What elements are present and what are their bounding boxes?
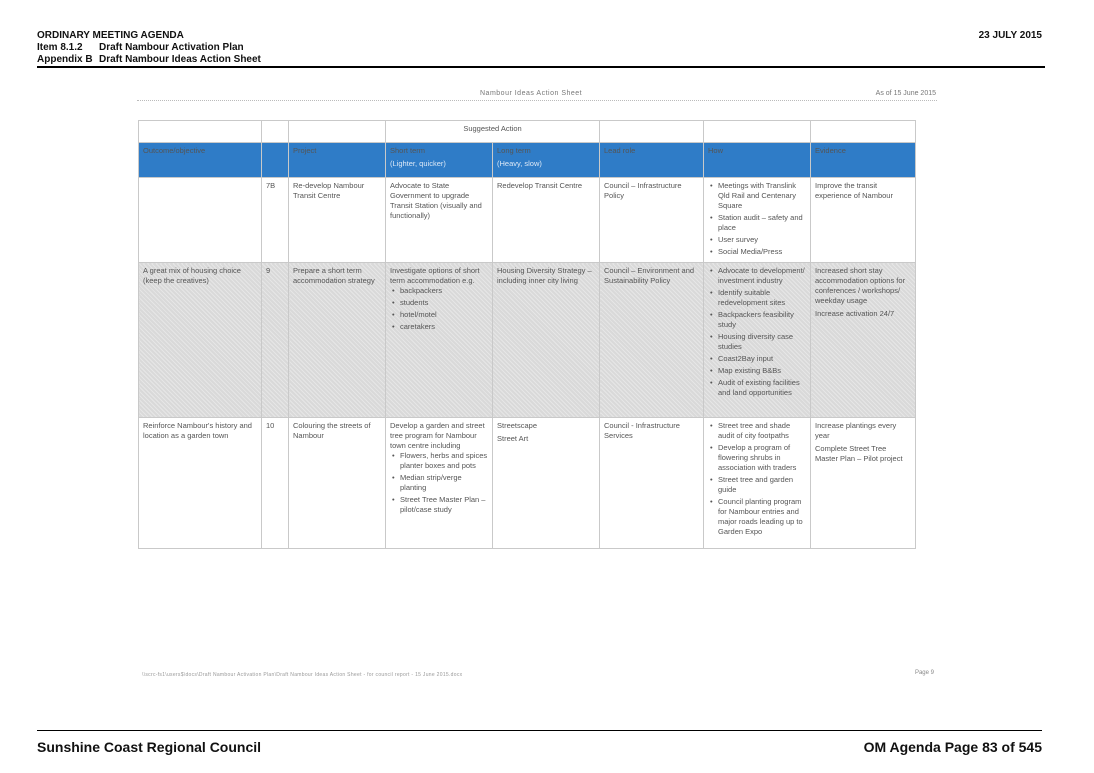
how-item: • Develop a program of flowering shrubs in association with traders xyxy=(718,443,806,473)
how-list xyxy=(708,181,806,257)
short-term-cell: Advocate to State Government to upgrade Transit Station (visually and functionally) xyxy=(386,178,493,263)
item-number: Item 8.1.2 xyxy=(37,42,83,53)
number-cell: 9 xyxy=(262,263,289,418)
sheet-page-number: Page 9 xyxy=(914,670,934,676)
evidence-cell xyxy=(811,418,916,549)
col-number xyxy=(262,143,289,178)
col-outcome: Outcome/objective xyxy=(139,143,262,178)
how-item: • Backpackers feasibility study xyxy=(718,310,806,330)
sheet-date: As of 15 June 2015 xyxy=(875,90,936,97)
short-term-cell xyxy=(386,418,493,549)
col-how: How xyxy=(704,143,811,178)
how-item: • Street tree and shade audit of city footpaths xyxy=(718,421,806,441)
lead-role-cell: Council – Environment and Sustainability Policy xyxy=(600,263,704,418)
table-row xyxy=(139,418,916,549)
lead-role-cell: Council - Infrastructure Services xyxy=(600,418,704,549)
short-term-list xyxy=(390,286,488,332)
short-term-item: • Median strip/verge planting xyxy=(400,473,488,493)
action-table xyxy=(138,120,916,549)
col-short-term-label: Short term xyxy=(390,146,426,155)
how-item: • Identify suitable redevelopment sites xyxy=(718,288,806,308)
footer-divider xyxy=(37,730,1042,731)
evidence-text: Complete Street Tree Master Plan – Pilot project xyxy=(815,444,903,463)
how-item: • Housing diversity case studies xyxy=(718,332,806,352)
short-term-list xyxy=(390,451,488,515)
project-cell: Colouring the streets of Nambour xyxy=(289,418,386,549)
how-cell xyxy=(704,263,811,418)
agenda-date: 23 JULY 2015 xyxy=(978,30,1042,41)
how-list xyxy=(708,266,806,398)
project-cell: Prepare a short term accommodation strategy xyxy=(289,263,386,418)
short-term-cell xyxy=(386,263,493,418)
short-term-item: • students xyxy=(400,298,488,308)
short-term-item: • backpackers xyxy=(400,286,488,296)
number-cell: 7B xyxy=(262,178,289,263)
how-item: • Social Media/Press xyxy=(718,247,806,257)
agenda-page-number: OM Agenda Page 83 of 545 xyxy=(863,739,1042,755)
lead-role-cell: Council – Infrastructure Policy xyxy=(600,178,704,263)
how-cell xyxy=(704,178,811,263)
col-short-term xyxy=(386,143,493,178)
evidence-text: Increased short stay accommodation options for conferences / workshops/ weekday usage xyxy=(815,266,906,305)
long-term-text: Street Art xyxy=(497,434,529,443)
col-long-term-label: Long term xyxy=(497,146,531,155)
col-long-term-sub: (Heavy, slow) xyxy=(497,159,542,168)
suggested-action-row xyxy=(139,121,916,143)
how-list xyxy=(708,421,806,537)
evidence-cell xyxy=(811,263,916,418)
long-term-cell: Redevelop Transit Centre xyxy=(493,178,600,263)
file-path-note: \\scrc-fs1\users$\docs\Draft Nambour Activation Plan\Draft Nambour Ideas Action Sheet - for council report - 15 June 2015.docx xyxy=(142,672,463,678)
sheet-title: Nambour Ideas Action Sheet xyxy=(480,90,583,97)
long-term-text: Streetscape xyxy=(497,421,538,430)
council-name: Sunshine Coast Regional Council xyxy=(37,739,262,755)
suggested-action-label: Suggested Action xyxy=(386,121,600,143)
short-term-text: Investigate options of short term accommodation e.g. xyxy=(390,266,480,285)
outcome-cell xyxy=(139,178,262,263)
project-cell: Re-develop Nambour Transit Centre xyxy=(289,178,386,263)
header-divider xyxy=(37,66,1045,68)
evidence-text: Improve the transit experience of Nambour xyxy=(815,181,893,200)
short-term-item: • Street Tree Master Plan – pilot/case study xyxy=(400,495,488,515)
how-item: • Council planting program for Nambour entries and major roads leading up to Garden Expo xyxy=(718,497,806,537)
col-short-term-sub: (Lighter, quicker) xyxy=(390,159,446,168)
col-long-term xyxy=(493,143,600,178)
table-row xyxy=(139,178,916,263)
evidence-cell xyxy=(811,178,916,263)
short-term-item: • hotel/motel xyxy=(400,310,488,320)
short-term-text: Develop a garden and street tree program for Nambour town centre including xyxy=(390,421,485,450)
long-term-cell xyxy=(493,418,600,549)
how-item: • Station audit – safety and place xyxy=(718,213,806,233)
how-item: • Meetings with Translink Qld Rail and Centenary Square xyxy=(718,181,806,211)
short-term-item: • Flowers, herbs and spices planter boxes and pots xyxy=(400,451,488,471)
short-term-item: • caretakers xyxy=(400,322,488,332)
outcome-cell: A great mix of housing choice (keep the creatives) xyxy=(139,263,262,418)
how-item: • Map existing B&Bs xyxy=(718,366,806,376)
evidence-text: Increase activation 24/7 xyxy=(815,309,895,318)
how-item: • Street tree and garden guide xyxy=(718,475,806,495)
long-term-cell: Housing Diversity Strategy – including inner city living xyxy=(493,263,600,418)
how-item: • Advocate to development/ investment industry xyxy=(718,266,806,286)
evidence-text: Increase plantings every year xyxy=(815,421,897,440)
table-header-row xyxy=(139,143,916,178)
agenda-title: ORDINARY MEETING AGENDA xyxy=(37,30,184,41)
appendix-title: Draft Nambour Ideas Action Sheet xyxy=(99,54,261,65)
how-cell xyxy=(704,418,811,549)
appendix-number: Appendix B xyxy=(37,54,93,65)
col-evidence: Evidence xyxy=(811,143,916,178)
col-project: Project xyxy=(289,143,386,178)
number-cell: 10 xyxy=(262,418,289,549)
col-lead-role: Lead role xyxy=(600,143,704,178)
item-title: Draft Nambour Activation Plan xyxy=(99,42,244,53)
how-item: • User survey xyxy=(718,235,806,245)
agenda-header xyxy=(37,30,261,66)
how-item: • Audit of existing facilities and land opportunities xyxy=(718,378,806,398)
sheet-title-rule xyxy=(137,100,937,101)
outcome-cell: Reinforce Nambour's history and location as a garden town xyxy=(139,418,262,549)
how-item: • Coast2Bay input xyxy=(718,354,806,364)
table-row xyxy=(139,263,916,418)
